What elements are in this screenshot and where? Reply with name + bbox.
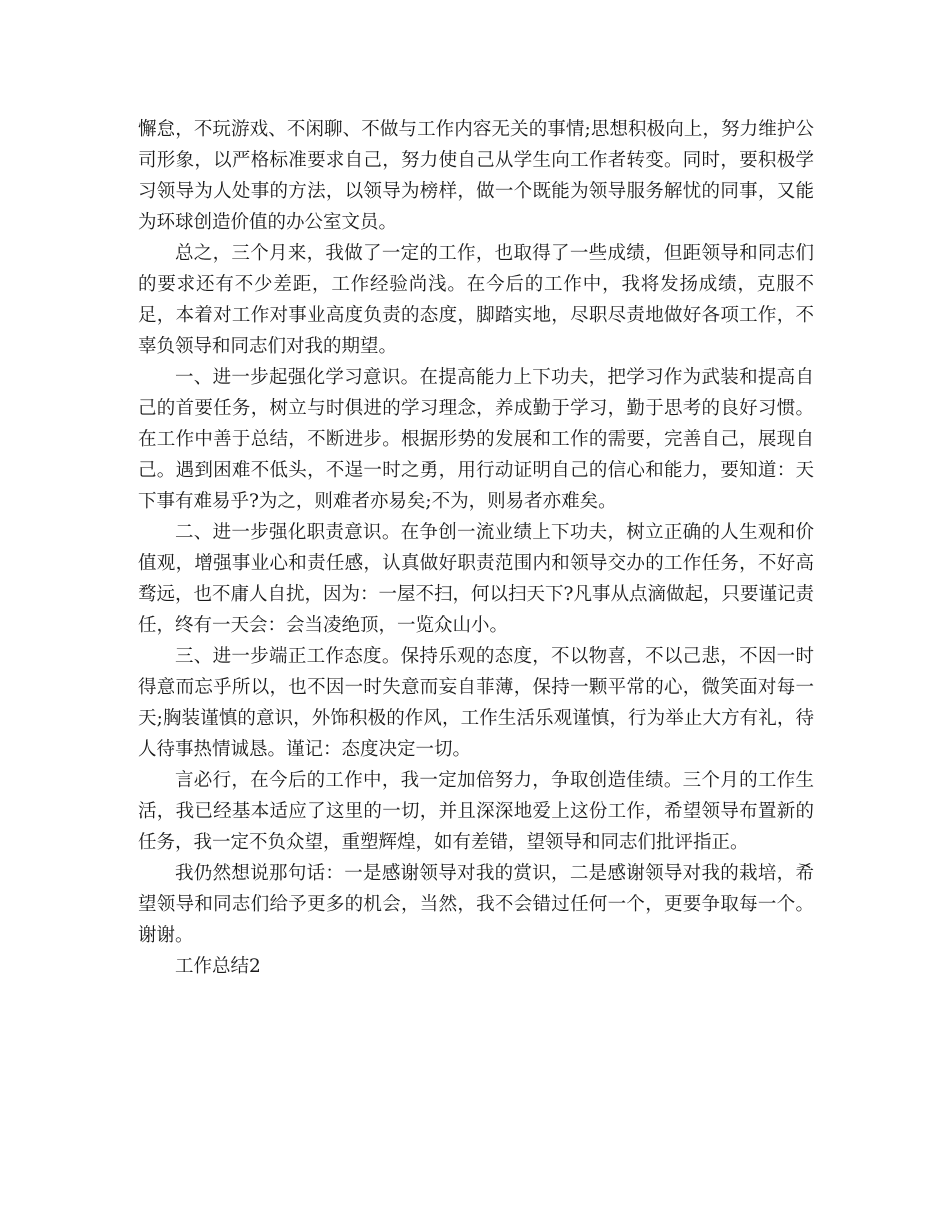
paragraph-commitment: 言必行，在今后的工作中，我一定加倍努力，争取创造佳绩。三个月的工作生活，我已经基本适应了这里的一切，并且深深地爱上这份工作，希望领导布置新的任务，我一定不负众望，重塑辉煌，如有差错，望领导和同志们批评指正。 xyxy=(138,770,814,853)
section-heading: 工作总结2 xyxy=(175,956,261,977)
paragraph-summary: 总之，三个月来，我做了一定的工作，也取得了一些成绩，但距领导和同志们的要求还有不少差距，工作经验尚浅。在今后的工作中，我将发扬成绩，克服不足，本着对工作对事业高度负责的态度，脚踏实地，尽职尽责地做好各项工作，不辜负领导和同志们对我的期望。 xyxy=(138,243,814,357)
paragraph-point-two: 二、进一步强化职责意识。在争创一流业绩上下功夫，树立正确的人生观和价值观，增强事业心和责任感，认真做好职责范围内和领导交办的工作任务，不好高骛远，也不庸人自扰，因为：一屋不扫，何以扫天下?凡事从点滴做起，只要谨记责任，终有一天会：会当凌绝顶，一览众山小。 xyxy=(138,522,814,636)
paragraph-point-three: 三、进一步端正工作态度。保持乐观的态度，不以物喜，不以己悲，不因一时得意而忘乎所以，也不因一时失意而妄自菲薄，保持一颗平常的心，微笑面对每一天;胸装谨慎的意识，外饰积极的作风，工作生活乐观谨慎，行为举止大方有礼，待人待事热情诚恳。谨记：态度决定一切。 xyxy=(138,646,814,760)
paragraph-continuation: 懈怠，不玩游戏、不闲聊、不做与工作内容无关的事情;思想积极向上，努力维护公司形象，以严格标准要求自己，努力使自己从学生向工作者转变。同时，要积极学习领导为人处事的方法，以领导为榜样，做一个既能为领导服务解忧的同事，又能为环球创造价值的办公室文员。 xyxy=(138,119,814,233)
document-body xyxy=(138,114,814,982)
paragraph-thanks: 我仍然想说那句话：一是感谢领导对我的赏识，二是感谢领导对我的栽培，希望领导和同志们给予更多的机会，当然，我不会错过任何一个，更要争取每一个。谢谢。 xyxy=(138,863,814,946)
paragraph-point-one: 一、进一步起强化学习意识。在提高能力上下功夫，把学习作为武装和提高自己的首要任务，树立与时俱进的学习理念，养成勤于学习，勤于思考的良好习惯。在工作中善于总结，不断进步。根据形势的发展和工作的需要，完善自己，展现自己。遇到困难不低头，不逞一时之勇，用行动证明自己的信心和能力，要知道：天下事有难易乎?为之，则难者亦易矣;不为，则易者亦难矣。 xyxy=(138,367,814,512)
